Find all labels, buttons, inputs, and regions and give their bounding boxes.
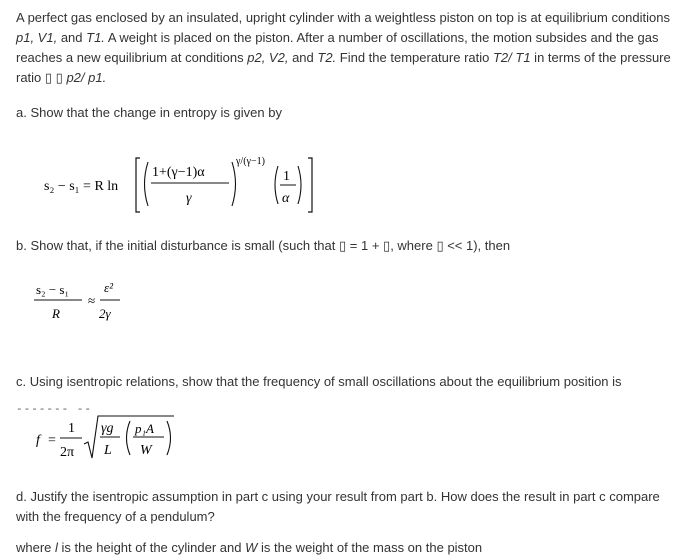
part-b-text: = 1 + xyxy=(346,238,384,253)
missing-glyph-box: ▯ xyxy=(339,238,347,253)
frequency-symbol: f xyxy=(36,433,40,448)
entropy-lhs: s₂ − s₁ = R ln xyxy=(44,179,119,194)
part-b-label xyxy=(16,236,676,256)
small-disturbance-equation xyxy=(34,276,144,326)
entropy-equation xyxy=(44,152,334,218)
gas-constant-denominator: R xyxy=(52,306,60,321)
missing-glyph-boxes: ▯ ▯ xyxy=(44,70,63,85)
intro-text: and xyxy=(288,50,318,65)
footer-text: where xyxy=(16,540,56,555)
initial-temperature: T1. xyxy=(86,30,105,45)
epsilon-squared: ε² xyxy=(104,280,114,295)
one-numerator: 1 xyxy=(283,169,290,184)
part-b-text: << 1), then xyxy=(443,238,511,253)
alpha-denominator: α xyxy=(282,191,290,206)
intro-text: A perfect gas enclosed by an insulated, upright cylinder with a weightless piston on top is at equilibrium conditions xyxy=(16,10,670,25)
part-b-text: , where xyxy=(390,238,437,253)
right-paren-2 xyxy=(298,166,301,204)
part-a-label: a. Show that the change in entropy is given by xyxy=(16,105,282,120)
dashed-separator: ------- -- xyxy=(16,404,93,416)
left-paren-2 xyxy=(275,166,278,204)
fraction-numerator: 1+(γ−1)α xyxy=(152,165,205,180)
height-symbol: l xyxy=(55,540,58,555)
left-paren xyxy=(127,421,131,455)
right-bracket xyxy=(308,158,312,212)
missing-glyph-box: ▯ xyxy=(436,238,444,253)
frequency-equation xyxy=(34,412,194,464)
part-c-label: c. Using isentropic relations, show that the frequency of small oscillations about the equilibrium position is xyxy=(16,374,622,389)
initial-state-vars: p1, V1, xyxy=(16,30,58,45)
weight-W: W xyxy=(140,443,152,458)
final-temperature: T2. xyxy=(317,50,337,65)
missing-glyph-box: ▯ xyxy=(383,238,391,253)
final-state-vars: p2, V2, xyxy=(247,50,289,65)
footer-text: is the height of the cylinder and xyxy=(57,540,246,555)
temperature-ratio: T2/ T1 xyxy=(492,50,531,65)
fraction-denominator: γ xyxy=(186,191,192,206)
exponent: γ/(γ−1) xyxy=(236,156,265,167)
left-bracket xyxy=(136,158,140,212)
footer-text: is the weight of the mass on the piston xyxy=(257,540,483,555)
problem-statement xyxy=(16,8,676,88)
two-pi: 2π xyxy=(60,445,75,460)
gamma-g: γg xyxy=(101,421,114,436)
weight-symbol: W xyxy=(245,540,258,555)
intro-text: A weight is placed on the piston. After a number of oscillations, the motion subsides and the gas reaches a new equilibrium at conditions xyxy=(16,30,659,65)
intro-text: in terms of the pressure ratio xyxy=(16,50,671,85)
right-paren xyxy=(167,421,171,455)
intro-text: Find the temperature ratio xyxy=(336,50,493,65)
intro-text: and xyxy=(57,30,87,45)
pressure-area: p₁A xyxy=(135,421,154,436)
pressure-ratio: p2/ p1. xyxy=(66,70,107,85)
equals-sign: = xyxy=(48,433,56,448)
two-gamma: 2γ xyxy=(99,306,111,321)
footer-note xyxy=(16,538,676,558)
one-numerator: 1 xyxy=(68,421,75,436)
length-L: L xyxy=(104,443,112,458)
left-paren xyxy=(145,162,149,206)
right-paren xyxy=(232,162,236,206)
part-b-text: b. Show that, if the initial disturbance is small (such that xyxy=(16,238,339,253)
entropy-diff-numerator: s₂ − s₁ xyxy=(36,282,70,297)
part-d-label: d. Justify the isentropic assumption in part c using your result from part b. How does the result in part c compare with the frequency of a pendulum? xyxy=(16,489,660,524)
approx-sign: ≈ xyxy=(88,293,96,308)
